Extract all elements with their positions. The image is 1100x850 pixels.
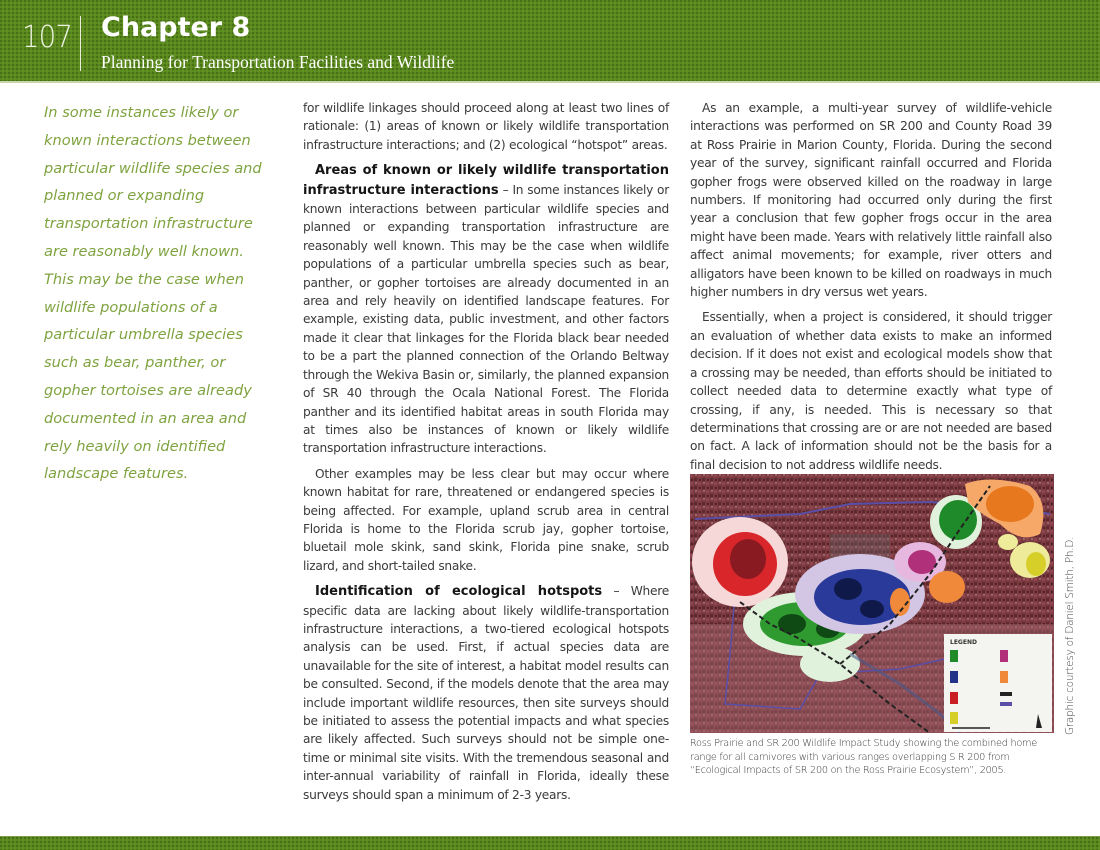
header-divider xyxy=(80,16,81,71)
page-number: 107 xyxy=(22,20,72,55)
figure-caption: Ross Prairie and SR 200 Wildlife Impact Study showing the combined home range for all carnivores with various ranges overlapping S R 200 from “Ecological Impacts of SR 200 on the Ross Prairie Ecosystem”, 2005. xyxy=(690,738,1037,777)
chapter-title: Chapter 8 xyxy=(101,12,251,43)
red-range-core xyxy=(730,539,766,579)
figure-credit: Graphic courtesy of Daniel Smith, Ph.D. xyxy=(1064,536,1076,735)
paragraph xyxy=(303,161,669,458)
section-heading: Identification of ecological hotspots xyxy=(315,584,603,600)
legend-swatch-blue xyxy=(950,671,958,683)
legend-swatch-orange xyxy=(1000,671,1008,683)
body-column-right xyxy=(690,99,1052,481)
legend-swatch-boundary xyxy=(1000,702,1012,706)
chapter-subtitle: Planning for Transportation Facilities and Wildlife xyxy=(101,52,455,72)
paragraph: Other examples may be less clear but may occur where known habitat for rare, threatened or endangered species is being affected. For example, upland scrub area in central Florida is home to the Florida scrub jay, gopher tortoise, bluetail mole skink, sand skink, Florida pine snake, scrub lizard, and short-tailed snake. xyxy=(303,466,669,573)
legend-swatch-red xyxy=(950,692,958,704)
legend-swatch-magenta xyxy=(1000,650,1008,662)
yellow-range-core xyxy=(1026,552,1046,576)
paragraph: for wildlife linkages should proceed along at least two lines of rationale: (1) areas of known or likely wildlife transportation infrastructure interactions; and (2) ecological “hotspot” areas. xyxy=(303,101,669,152)
paragraph: As an example, a multi-year survey of wildlife-vehicle interactions was performed on SR 200 and County Road 39 at Ross Prairie in Marion County, Florida. During the second year of the survey, significant rainfall occurred and Florida gopher frogs were observed killed on the roadway in large numbers. If monitoring had occurred only during the first year a conclusion that few gopher frogs occur in the area might have been made. Years with relatively little rainfall also affect animal movements; for example, river otters and alligators have been known to be killed on roadways in much higher numbers in dry versus wet years. xyxy=(690,101,1052,300)
paragraph-text: – In some instances likely or known interactions between particular wildlife species and planned or expanding transportation infrastructure are reasonably well known. This may be the case when wildlife populations of a particular umbrella species such as bear, panther, or gopher tortoises are already documented in an area and rely heavily on identified landscape features. For example, existing data, public investment, and other factors made it clear that linkages for the Florida black bear needed to be a part the planned connection of the Orlando Beltway through the Wekiva Basin or, similarly, the planned expansion of SR 40 through the Ocala National Forest. The Florida panther and its identified habitat areas in south Florida may at times also be instances of known or likely wildlife transportation infrastructure interactions. xyxy=(303,182,669,456)
footer-band xyxy=(0,836,1100,850)
paragraph-text: – Where specific data are lacking about likely wildlife-transportation infrastructure interactions, a two-tiered ecological hotspots analysis can be used. First, if actual species data are unavailable for the site of interest, a habitat model results can be consulted. Second, if the models denote that the area may include important wildlife resources, then site surveys should be initiated to assess the potential impacts and what species are likely affected. Such surveys should not be simple one-time or minimal site visits. With the tremendous seasonal and inter-annual variability of rainfall in Florida, ideally these surveys should span a minimum of 2-3 years. xyxy=(303,584,669,802)
paragraph xyxy=(303,582,669,804)
legend-title: LEGEND xyxy=(950,639,977,646)
blue-range-core xyxy=(860,600,884,618)
yellow-range-outer xyxy=(998,534,1018,550)
header-rule xyxy=(0,81,1100,83)
legend-swatch-road xyxy=(1000,692,1012,696)
map-graphic xyxy=(690,474,1054,733)
section-heading: Areas of known or likely wildlife transportation infrastructure interactions xyxy=(303,163,669,198)
legend-box xyxy=(944,634,1052,732)
blue-range-core xyxy=(834,578,862,600)
orange-range-outer xyxy=(929,571,965,603)
legend-swatch-green xyxy=(950,650,958,662)
chapter-header xyxy=(0,0,1100,81)
map-legend xyxy=(944,634,1052,732)
pullquote: In some instances likely or known interactions between particular wildlife species and planned or expanding transportation infrastructure are reasonably well known. This may be the case when wildlife populations of a particular umbrella species such as bear, panther, or gopher tortoises are already documented in an area and rely heavily on identified landscape features. xyxy=(44,104,262,483)
wildlife-range-map xyxy=(690,474,1054,733)
green-range-core xyxy=(939,500,977,540)
legend-swatch-yellow xyxy=(950,712,958,724)
body-column-middle xyxy=(303,99,669,811)
orange-range-core xyxy=(986,486,1034,522)
green-range-outer xyxy=(800,646,860,682)
paragraph: Essentially, when a project is considered, it should trigger an evaluation of whether data exists to make an informed decision. If it does not exist and ecological models show that a crossing may be needed, than efforts should be initiated to collect needed data to determine exactly what type of crossing, if any, is needed. This is necessary so that determinations that crossing are or are not needed are based on fact. A lack of information should not be the basis for a final decision to not address wildlife needs. xyxy=(690,310,1052,472)
